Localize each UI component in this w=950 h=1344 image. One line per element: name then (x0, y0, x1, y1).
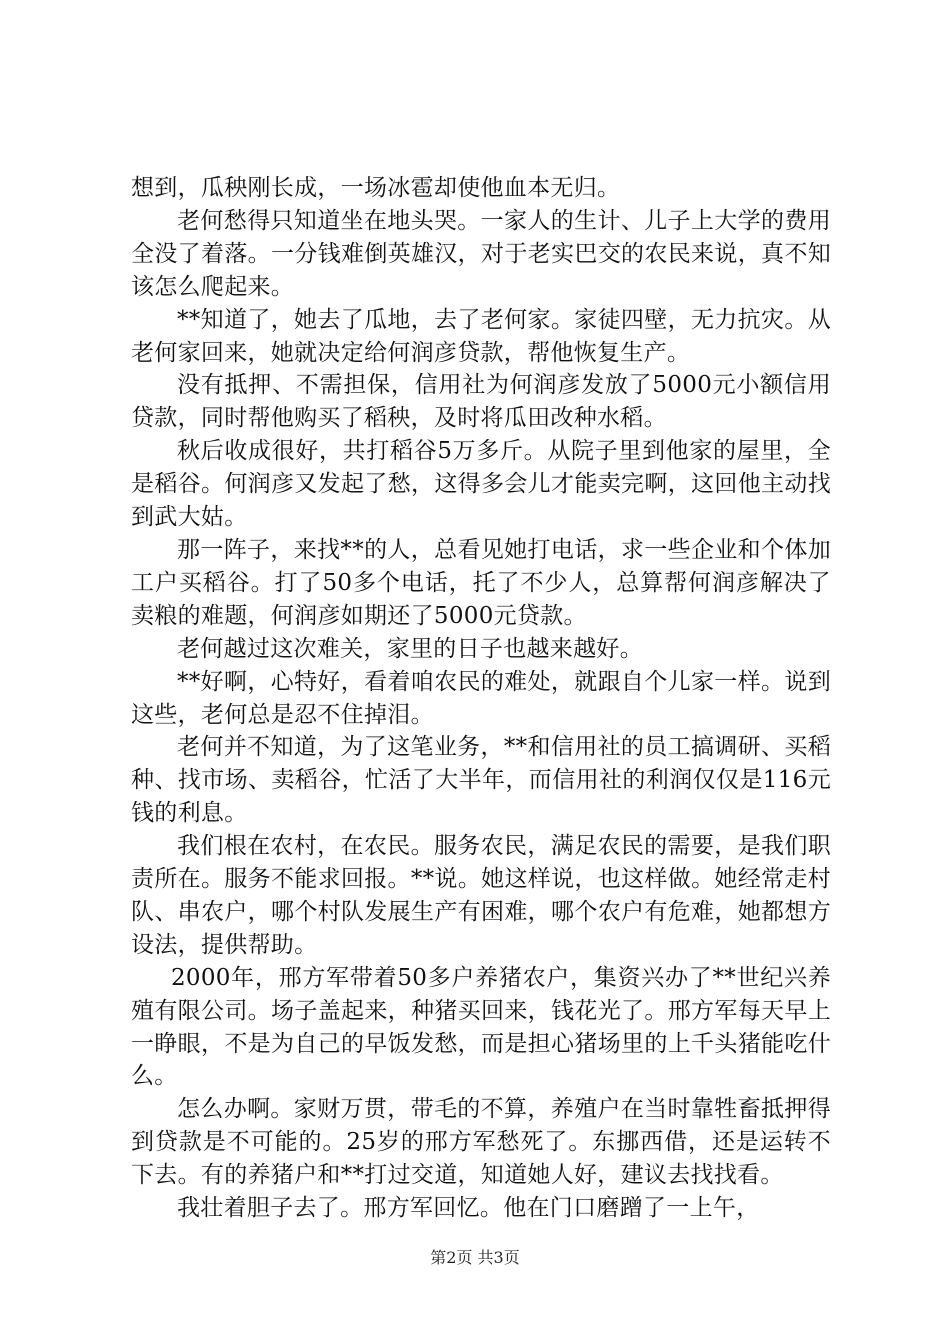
paragraph: 我们根在农村，在农民。服务农民，满足农民的需要，是我们职责所在。服务不能求回报。**说。她这样说，也这样做。她经常走村队、串农户，哪个村队发展生产有困难，哪个农户有危难，她都想方设法，提供帮助。 (131, 833, 831, 958)
page-footer (0, 1245, 950, 1268)
paragraph: 那一阵子，来找**的人，总看见她打电话，求一些企业和个体加工户买稻谷。打了50多个电话，托了不少人，总算帮何润彦解决了卖粮的难题，何润彦如期还了5000元贷款。 (131, 536, 831, 629)
paragraph: 怎么办啊。家财万贯，带毛的不算，养殖户在当时靠牲畜抵押得到贷款是不可能的。25岁的邢方军愁死了。东挪西借，还是运转不下去。有的养猪户和**打过交道，知道她人好，建议去找找看。 (131, 1096, 831, 1189)
paragraph: 老何愁得只知道坐在地头哭。一家人的生计、儿子上大学的费用全没了着落。一分钱难倒英雄汉，对于老实巴交的农民来说，真不知该怎么爬起来。 (131, 207, 831, 300)
paragraph: 老何并不知道，为了这笔业务，**和信用社的员工搞调研、买稻种、找市场、卖稻谷，忙活了大半年，而信用社的利润仅仅是116元钱的利息。 (131, 734, 831, 827)
document-body (131, 172, 831, 1225)
paragraph: 老何越过这次难关，家里的日子也越来越好。 (177, 635, 643, 662)
paragraph: 秋后收成很好，共打稻谷5万多斤。从院子里到他家的屋里，全是稻谷。何润彦又发起了愁，这得多会儿才能卖完啊，这回他主动找到武大姑。 (131, 438, 831, 531)
paragraph: 2000年，邢方军带着50多户养猪农户，集资兴办了**世纪兴养殖有限公司。场子盖起来，种猪买回来，钱花光了。邢方军每天早上一睁眼，不是为自己的早饭发愁，而是担心猪场里的上千头猪能吃什么。 (131, 964, 831, 1090)
paragraph: 想到，瓜秧刚长成，一场冰雹却使他血本无归。 (131, 175, 621, 201)
paragraph: **好啊，心特好，看着咱农民的难处，就跟自个儿家一样。说到这些，老何总是忍不住掉泪。 (131, 668, 831, 728)
paragraph: 我壮着胆子去了。邢方军回忆。他在门口磨蹭了一上午， (177, 1195, 760, 1222)
paragraph: **知道了，她去了瓜地，去了老何家。家徒四壁，无力抗灾。从老何家回来，她就决定给何润彦贷款，帮他恢复生产。 (131, 306, 831, 366)
page-number-text: 第2页 共3页 (430, 1248, 520, 1267)
paragraph: 没有抵押、不需担保，信用社为何润彦发放了5000元小额信用贷款，同时帮他购买了稻秧，及时将瓜田改种水稻。 (131, 372, 831, 432)
